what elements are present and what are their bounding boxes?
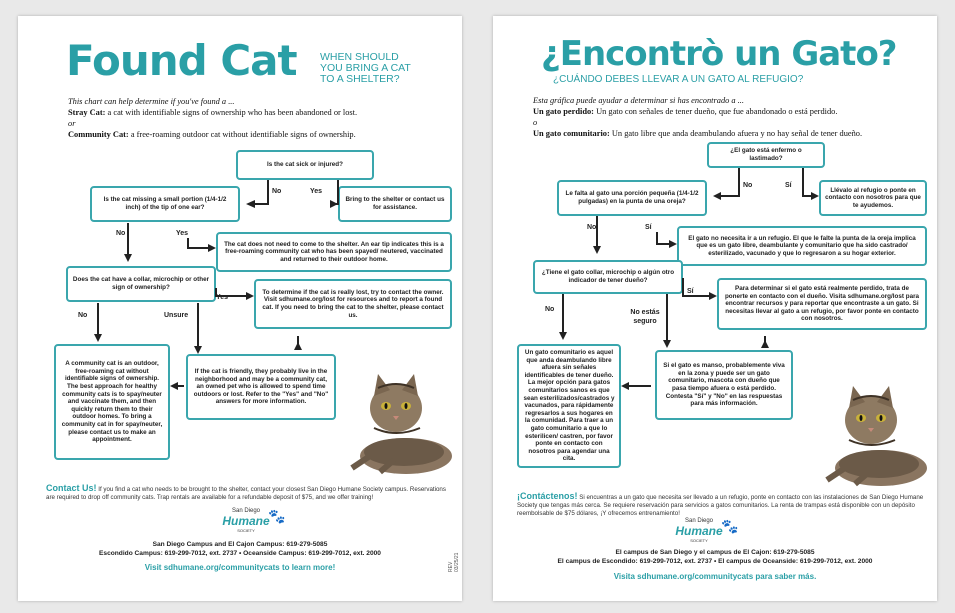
answer-friendly-box: If the cat is friendly, they probably live in the neighborhood and may be a community cat, an owned pet who is allowed to spend time outdoors or lost. Refer to the "Yes" and "No" answers for more information. — [186, 354, 336, 420]
label-yes: Yes — [216, 294, 229, 301]
humane-society-logo — [659, 518, 739, 543]
or-text: or — [68, 119, 76, 128]
contact-text: Si encuentras a un gato que necesita ser llevado a un refugio, ponte en contacto con las instalaciones de San Diego Humane Society que tengas más cerca. Se requiere reservación para servicios a gatos comunitarios. La renta de trampas está disponible con un depósito reembolsable de $75 dólares, ¡Y ofrecemos entrenamiento! — [517, 494, 924, 517]
label-yes: Yes — [310, 188, 323, 195]
label-yes: Sí — [645, 224, 652, 231]
answer-lost-box: Para determinar si el gato está realmente perdido, trata de ponerte en contacto con el dueño. Visita sdhumane.org/lost para encontrar recursos y para reportar que encontraste a un gato. Si necesitas llevar al gato a un refugio, por favor ponte en contacto con nosotros. — [717, 278, 927, 330]
question-sick-box: Is the cat sick or injured? — [236, 150, 374, 180]
label-yes: Yes — [176, 230, 189, 237]
stray-label: Stray Cat: — [68, 108, 106, 117]
logo-line2: Humane — [222, 514, 270, 528]
footer-line2: Escondido Campus: 619-299-7012, ext. 2737 • Oceanside Campus: 619-299-7012, ext. 2000 — [99, 550, 381, 557]
label-unsure: Unsure — [164, 312, 189, 319]
logo-line1: San Diego — [684, 518, 714, 524]
stray-text: Un gato con señales de tener dueño, que fue abandonado o está perdido. — [593, 107, 838, 116]
arrow-line — [254, 180, 268, 204]
answer-eartip-box: El gato no necesita ir a un refugio. El que le falte la punta de la oreja implica que es un gato libre, deambulante y comunitario que ha sido castrado/ esterilizado, vacunado y que lo regresaron a su hogar exterior. — [677, 226, 927, 266]
answer-shelter-box: Llévalo al refugio o ponte en contacto con nosotros para que te ayudemos. — [819, 180, 927, 216]
intro-line: This chart can help determine if you've found a ... — [68, 97, 235, 106]
answer-community-box: Un gato comunitario es aquel que anda deambulando libre afuera sin señales identificables de tener dueño. La mejor opción para gatos comunitarios sanos es que sean esterilizados/castrados y vacunados, para rápidamente regresarlos a sus hogares en la comunidad. Para traer a un gato comunitario a que lo esterilicen/ castren, por favor ponte en contacto con nosotros para agendar una cita. — [517, 344, 621, 468]
label-no: No — [587, 224, 597, 231]
label-no: No — [78, 312, 88, 319]
question-sick-box: ¿El gato está enfermo o lastimado? — [707, 142, 825, 168]
tabby-cat-photo — [809, 380, 929, 490]
question-ear-box: Is the cat missing a small portion (1/4-1/2 inch) of the tip of one ear? — [90, 186, 240, 222]
footer-line1: San Diego Campus and El Cajon Campus: 619-279-5085 — [152, 541, 328, 548]
community-label: Community Cat: — [68, 130, 129, 139]
label-yes: Sí — [687, 288, 694, 295]
question-collar-box: Does the cat have a collar, microchip or other sign of ownership? — [66, 266, 216, 302]
logo-line2: Humane — [675, 524, 723, 538]
answer-community-box: A community cat is an outdoor, free-roaming cat without identifiable signs of ownership. The best approach for healthy community cats is to spay/neuter and vaccinate them, and then quickly return them to their outdoor homes. To bring a community cat in for spay/neuter, please contact us to make an appointment. — [54, 344, 170, 460]
answer-lost-box: To determine if the cat is really lost, try to contact the owner. Visit sdhumane.org/lost for resources and to report a found cat. If you need to bring the cat to the shelter, please contact us. — [254, 279, 452, 329]
label-no: No — [743, 182, 753, 189]
question-collar-box: ¿Tiene el gato collar, microchip o algún otro indicador de tener dueño? — [533, 260, 683, 294]
page-subtitle: ¿CUÁNDO DEBES LLEVAR A UN GATO AL REFUGIO? — [553, 74, 804, 85]
community-text: Un gato libre que anda deambulando afuera y no hay señal de tener dueño. — [609, 129, 863, 138]
tabby-cat-photo — [334, 368, 454, 478]
label-no: No — [272, 188, 282, 195]
dog-cat-silhouette-icon: 🐾 — [268, 508, 286, 524]
visit-link[interactable]: Visita sdhumane.org/communitycats para saber más. — [613, 572, 817, 581]
logo-line3: SOCIETY — [237, 528, 255, 533]
contact-section — [517, 492, 925, 518]
question-ear-box: Le falta al gato una porción pequeña (1/4-1/2 pulgadas) en la punta de una oreja? — [557, 180, 707, 216]
contact-heading: Contact Us! — [46, 483, 97, 493]
answer-friendly-box: Si el gato es manso, probablemente viva en la zona y puede ser un gato comunitario, mascota con dueño que pasa tiempo afuera o está perdido. Contesta "Sí" y "No" en las respuestas para más información. — [655, 350, 793, 420]
flyer-spanish — [493, 16, 937, 601]
humane-society-logo — [206, 508, 286, 533]
label-yes: Sí — [785, 182, 792, 189]
stray-label: Un gato perdido: — [533, 107, 594, 116]
logo-line1: San Diego — [231, 508, 261, 514]
page-subtitle: WHEN SHOULD YOU BRING A CAT TO A SHELTER? — [320, 51, 411, 85]
logo-line3: SOCIETY — [690, 538, 708, 543]
footer-line1: El campus de San Diego y el campus de El Cajon: 619-279-5085 — [615, 549, 815, 556]
footer-contacts — [503, 548, 927, 566]
stray-text: a cat with identifiable signs of ownership who has been abandoned or lost. — [105, 108, 358, 117]
flyer-english — [18, 16, 462, 601]
footer-line2: El campus de Escondido: 619-299-7012, ext. 2737 • El campus de Oceanside: 619-299-7012, ext. 2000 — [557, 558, 873, 565]
contact-heading: ¡Contáctenos! — [517, 491, 578, 501]
community-label: Un gato comunitario: — [533, 129, 610, 138]
answer-shelter-box: Bring to the shelter or contact us for assistance. — [338, 186, 452, 222]
label-no: No — [116, 230, 126, 237]
answer-eartip-box: The cat does not need to come to the shelter. An ear tip indicates this is a free-roaming community cat who has been spayed/ neutered, vaccinated and returned to their outdoor home. — [216, 232, 452, 272]
intro-line: Esta gráfica puede ayudar a determinar si has encontrado a ... — [533, 96, 744, 105]
footer-contacts — [38, 540, 442, 558]
contact-text: If you find a cat who needs to be brought to the shelter, contact your closest San Diego Humane Society campus. Reservations are required to drop off community cats. Trap rentals are available for a refundable deposit of $75, and we offer training! — [46, 486, 446, 501]
label-no: No — [545, 306, 555, 313]
visit-link[interactable]: Visit sdhumane.org/communitycats to learn more! — [144, 563, 336, 572]
or-text: o — [533, 118, 538, 127]
page-title: Found Cat — [66, 36, 297, 85]
page-title: ¿Encontrò un Gato? — [541, 34, 897, 74]
revision-date: REV 03/25/21 — [448, 552, 460, 572]
community-text: a free-roaming outdoor cat without identifiable signs of ownership. — [128, 130, 356, 139]
label-unsure: No estás seguro — [630, 309, 660, 325]
dog-cat-silhouette-icon: 🐾 — [721, 518, 739, 534]
contact-section — [46, 484, 446, 502]
